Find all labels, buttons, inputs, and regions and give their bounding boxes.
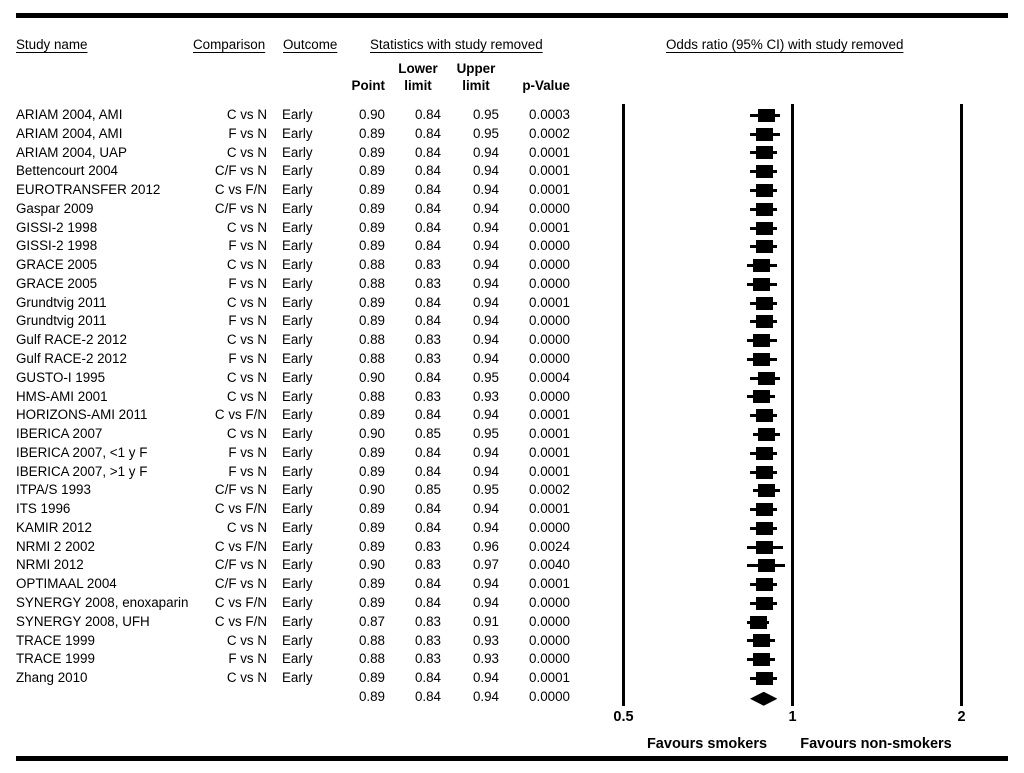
p-value-cell: 0.0000 bbox=[529, 632, 570, 648]
p-value-cell: 0.0000 bbox=[529, 651, 570, 667]
p-value-cell: 0.0001 bbox=[529, 294, 570, 310]
axis-tick-2: 2 bbox=[957, 709, 966, 725]
gridline-2 bbox=[960, 104, 963, 706]
point-cell: 0.90 bbox=[358, 107, 385, 122]
p-value-cell: 0.0001 bbox=[529, 426, 570, 442]
point-estimate-square bbox=[758, 428, 775, 441]
point-estimate-square bbox=[756, 578, 773, 591]
study-cell: IBERICA 2007, >1 y F bbox=[16, 463, 148, 479]
comparison-cell: C vs F/N bbox=[214, 538, 267, 554]
p-value-cell: 0.0000 bbox=[529, 238, 570, 254]
comparison-cell: C vs N bbox=[226, 519, 267, 535]
p-value-cell: 0.0004 bbox=[529, 369, 570, 385]
lower-cell: 0.83 bbox=[414, 613, 441, 629]
lower-cell: 0.84 bbox=[414, 163, 441, 179]
lower-cell: 0.85 bbox=[414, 426, 441, 442]
point-cell: 0.89 bbox=[358, 670, 385, 686]
point-estimate-square bbox=[756, 315, 773, 328]
comparison-cell: C vs N bbox=[226, 257, 267, 273]
outcome-cell: Early bbox=[282, 294, 313, 310]
outcome-cell: Early bbox=[282, 144, 313, 160]
point-estimate-square bbox=[756, 522, 773, 535]
upper-cell: 0.94 bbox=[472, 200, 499, 216]
study-cell: EUROTRANSFER 2012 bbox=[16, 182, 161, 198]
outcome-cell: Early bbox=[282, 182, 313, 198]
study-cell: NRMI 2012 bbox=[16, 557, 84, 573]
comparison-cell: C vs F/N bbox=[214, 182, 267, 198]
study-cell: Zhang 2010 bbox=[16, 670, 88, 686]
lower-cell: 0.83 bbox=[414, 332, 441, 348]
point-estimate-square bbox=[756, 222, 773, 235]
study-cell: GISSI-2 1998 bbox=[16, 219, 98, 235]
upper-cell: 0.94 bbox=[472, 294, 499, 310]
lower-cell: 0.84 bbox=[414, 125, 441, 141]
point-estimate-square bbox=[756, 503, 773, 516]
comparison-cell: C vs F/N bbox=[214, 595, 267, 611]
lower-cell: 0.84 bbox=[414, 200, 441, 216]
p-value-cell: 0.0000 bbox=[529, 200, 570, 216]
point-estimate-square bbox=[758, 559, 775, 572]
outcome-cell: Early bbox=[282, 444, 313, 460]
p-value-cell: 0.0001 bbox=[529, 144, 570, 160]
study-cell: KAMIR 2012 bbox=[16, 519, 92, 535]
upper-cell: 0.97 bbox=[472, 557, 499, 573]
axis-tick-1: 1 bbox=[788, 709, 797, 725]
outcome-cell: Early bbox=[282, 576, 313, 592]
favours-right-label: Favours non-smokers bbox=[800, 736, 952, 752]
p-value-cell: 0.0040 bbox=[529, 557, 570, 573]
point-estimate-square bbox=[756, 146, 773, 159]
p-value-cell: 0.0000 bbox=[529, 388, 570, 404]
lower-cell: 0.84 bbox=[414, 595, 441, 611]
lower-cell: 0.84 bbox=[414, 444, 441, 460]
point-cell: 0.87 bbox=[358, 613, 385, 629]
p-value-cell: 0.0001 bbox=[529, 163, 570, 179]
summary-diamond bbox=[750, 692, 777, 706]
study-cell: ITPA/S 1993 bbox=[16, 482, 91, 498]
outcome-cell: Early bbox=[282, 275, 313, 291]
point-estimate-square bbox=[756, 672, 773, 685]
outcome-cell: Early bbox=[282, 163, 313, 179]
p-value-cell: 0.0000 bbox=[529, 257, 570, 273]
outcome-cell: Early bbox=[282, 107, 313, 122]
lower-cell: 0.83 bbox=[414, 275, 441, 291]
p-value-cell: 0.0024 bbox=[529, 538, 570, 554]
point-cell: 0.89 bbox=[358, 200, 385, 216]
lower-cell: 0.84 bbox=[414, 576, 441, 592]
comparison-cell: C vs N bbox=[226, 632, 267, 648]
comparison-cell: F vs N bbox=[228, 444, 267, 460]
point-cell: 0.88 bbox=[358, 651, 385, 667]
favours-left-label: Favours smokers bbox=[646, 736, 768, 752]
study-cell: Gulf RACE-2 2012 bbox=[16, 332, 127, 348]
study-cell: HORIZONS-AMI 2011 bbox=[16, 407, 148, 423]
comparison-cell: F vs N bbox=[228, 313, 267, 329]
outcome-cell: Early bbox=[282, 651, 313, 667]
comparison-cell: C/F vs N bbox=[214, 557, 267, 573]
col-header-upper-line2: limit bbox=[462, 77, 490, 93]
summary-lower-cell: 0.84 bbox=[414, 688, 441, 704]
upper-cell: 0.94 bbox=[472, 182, 499, 198]
p-value-cell: 0.0002 bbox=[529, 482, 570, 498]
point-cell: 0.90 bbox=[358, 426, 385, 442]
comparison-cell: F vs N bbox=[228, 125, 267, 141]
comparison-cell: C vs N bbox=[226, 369, 267, 385]
point-estimate-square bbox=[756, 184, 773, 197]
upper-cell: 0.94 bbox=[472, 163, 499, 179]
study-cell: GISSI-2 1998 bbox=[16, 238, 98, 254]
point-cell: 0.88 bbox=[358, 332, 385, 348]
summary-p-value-cell: 0.0000 bbox=[529, 688, 570, 704]
comparison-cell: C vs N bbox=[226, 144, 267, 160]
point-cell: 0.88 bbox=[358, 275, 385, 291]
lower-cell: 0.84 bbox=[414, 463, 441, 479]
lower-cell: 0.83 bbox=[414, 388, 441, 404]
p-value-cell: 0.0000 bbox=[529, 351, 570, 366]
comparison-cell: C vs N bbox=[226, 388, 267, 404]
study-cell: GRACE 2005 bbox=[16, 275, 98, 291]
upper-cell: 0.94 bbox=[472, 275, 499, 291]
comparison-cell: C vs N bbox=[226, 294, 267, 310]
p-value-cell: 0.0000 bbox=[529, 313, 570, 329]
study-cell: NRMI 2 2002 bbox=[16, 538, 95, 554]
point-cell: 0.89 bbox=[358, 238, 385, 254]
p-value-cell: 0.0000 bbox=[529, 275, 570, 291]
col-header-upper-limit bbox=[451, 61, 501, 94]
point-estimate-square bbox=[756, 597, 773, 610]
point-estimate-square bbox=[753, 353, 770, 366]
p-value-cell: 0.0000 bbox=[529, 332, 570, 348]
outcome-cell: Early bbox=[282, 426, 313, 442]
outcome-cell: Early bbox=[282, 388, 313, 404]
comparison-cell: C vs N bbox=[226, 107, 267, 122]
outcome-cell: Early bbox=[282, 632, 313, 648]
study-cell: Grundtvig 2011 bbox=[16, 313, 107, 329]
outcome-cell: Early bbox=[282, 200, 313, 216]
outcome-cell: Early bbox=[282, 351, 313, 366]
outcome-cell: Early bbox=[282, 332, 313, 348]
lower-cell: 0.84 bbox=[414, 144, 441, 160]
top-rule bbox=[16, 13, 1008, 18]
lower-cell: 0.84 bbox=[414, 219, 441, 235]
upper-cell: 0.94 bbox=[472, 670, 499, 686]
point-cell: 0.90 bbox=[358, 557, 385, 573]
header-comparison: Comparison bbox=[193, 37, 266, 52]
comparison-cell: C vs F/N bbox=[214, 501, 267, 517]
comparison-cell: C vs F/N bbox=[214, 407, 267, 423]
p-value-cell: 0.0001 bbox=[529, 501, 570, 517]
col-header-lower-limit bbox=[393, 61, 443, 94]
upper-cell: 0.95 bbox=[472, 107, 499, 122]
p-value-cell: 0.0003 bbox=[529, 107, 570, 122]
point-cell: 0.89 bbox=[358, 576, 385, 592]
p-value-cell: 0.0002 bbox=[529, 125, 570, 141]
outcome-cell: Early bbox=[282, 257, 313, 273]
lower-cell: 0.83 bbox=[414, 351, 441, 366]
lower-cell: 0.85 bbox=[414, 482, 441, 498]
point-cell: 0.89 bbox=[358, 538, 385, 554]
upper-cell: 0.94 bbox=[472, 351, 499, 366]
p-value-cell: 0.0001 bbox=[529, 463, 570, 479]
header-statistics-group: Statistics with study removed bbox=[370, 37, 543, 52]
lower-cell: 0.83 bbox=[414, 632, 441, 648]
col-header-upper-line1: Upper bbox=[456, 61, 496, 76]
comparison-cell: C/F vs N bbox=[214, 163, 267, 179]
comparison-cell: C/F vs N bbox=[214, 482, 267, 498]
comparison-cell: C vs N bbox=[226, 670, 267, 686]
point-estimate-square bbox=[753, 390, 770, 403]
outcome-cell: Early bbox=[282, 613, 313, 629]
summary-upper-cell: 0.94 bbox=[472, 688, 499, 704]
study-cell: Gaspar 2009 bbox=[16, 200, 94, 216]
point-estimate-square bbox=[756, 447, 773, 460]
comparison-cell: C vs N bbox=[226, 426, 267, 442]
point-cell: 0.89 bbox=[358, 407, 385, 423]
point-estimate-square bbox=[756, 541, 773, 554]
point-estimate-square bbox=[758, 484, 775, 497]
point-estimate-square bbox=[758, 109, 775, 122]
comparison-cell: F vs N bbox=[228, 275, 267, 291]
study-cell: IBERICA 2007, <1 y F bbox=[16, 444, 148, 460]
point-cell: 0.88 bbox=[358, 632, 385, 648]
point-cell: 0.89 bbox=[358, 294, 385, 310]
p-value-cell: 0.0001 bbox=[529, 444, 570, 460]
gridline-0-5 bbox=[622, 104, 625, 706]
upper-cell: 0.94 bbox=[472, 444, 499, 460]
point-cell: 0.89 bbox=[358, 595, 385, 611]
outcome-cell: Early bbox=[282, 482, 313, 498]
point-cell: 0.89 bbox=[358, 444, 385, 460]
outcome-cell: Early bbox=[282, 463, 313, 479]
point-cell: 0.90 bbox=[358, 369, 385, 385]
p-value-cell: 0.0000 bbox=[529, 595, 570, 611]
upper-cell: 0.95 bbox=[472, 482, 499, 498]
p-value-cell: 0.0001 bbox=[529, 219, 570, 235]
comparison-cell: F vs N bbox=[228, 238, 267, 254]
comparison-cell: C vs N bbox=[226, 219, 267, 235]
summary-point-cell: 0.89 bbox=[358, 688, 385, 704]
outcome-cell: Early bbox=[282, 313, 313, 329]
upper-cell: 0.93 bbox=[472, 388, 499, 404]
point-cell: 0.90 bbox=[358, 482, 385, 498]
upper-cell: 0.94 bbox=[472, 595, 499, 611]
upper-cell: 0.95 bbox=[472, 369, 499, 385]
point-cell: 0.89 bbox=[358, 313, 385, 329]
header-odds-ratio-group: Odds ratio (95% CI) with study removed bbox=[666, 37, 904, 52]
point-estimate-square bbox=[756, 240, 773, 253]
lower-cell: 0.84 bbox=[414, 182, 441, 198]
lower-cell: 0.84 bbox=[414, 313, 441, 329]
p-value-cell: 0.0000 bbox=[529, 613, 570, 629]
upper-cell: 0.91 bbox=[472, 613, 499, 629]
comparison-cell: C/F vs N bbox=[214, 576, 267, 592]
point-estimate-square bbox=[753, 278, 770, 291]
outcome-cell: Early bbox=[282, 519, 313, 535]
point-cell: 0.89 bbox=[358, 125, 385, 141]
upper-cell: 0.94 bbox=[472, 257, 499, 273]
upper-cell: 0.94 bbox=[472, 238, 499, 254]
point-cell: 0.89 bbox=[358, 144, 385, 160]
lower-cell: 0.83 bbox=[414, 557, 441, 573]
comparison-cell: C/F vs N bbox=[214, 200, 267, 216]
header-study-name: Study name bbox=[16, 37, 88, 52]
col-header-p-value: p-Value bbox=[522, 78, 570, 93]
upper-cell: 0.93 bbox=[472, 651, 499, 667]
lower-cell: 0.83 bbox=[414, 257, 441, 273]
upper-cell: 0.95 bbox=[472, 125, 499, 141]
upper-cell: 0.94 bbox=[472, 219, 499, 235]
point-estimate-square bbox=[756, 203, 773, 216]
outcome-cell: Early bbox=[282, 125, 313, 141]
point-estimate-square bbox=[753, 259, 770, 272]
point-estimate-square bbox=[753, 634, 770, 647]
col-header-lower-line2: limit bbox=[404, 77, 432, 93]
outcome-cell: Early bbox=[282, 407, 313, 423]
outcome-cell: Early bbox=[282, 595, 313, 611]
study-cell: Grundtvig 2011 bbox=[16, 294, 107, 310]
comparison-cell: C vs F/N bbox=[214, 613, 267, 629]
point-estimate-square bbox=[756, 165, 773, 178]
study-cell: ARIAM 2004, UAP bbox=[16, 144, 127, 160]
point-cell: 0.89 bbox=[358, 501, 385, 517]
point-cell: 0.89 bbox=[358, 463, 385, 479]
lower-cell: 0.84 bbox=[414, 670, 441, 686]
study-cell: TRACE 1999 bbox=[16, 651, 95, 667]
upper-cell: 0.94 bbox=[472, 313, 499, 329]
lower-cell: 0.84 bbox=[414, 238, 441, 254]
study-cell: ITS 1996 bbox=[16, 501, 71, 517]
lower-cell: 0.83 bbox=[414, 538, 441, 554]
study-cell: SYNERGY 2008, enoxaparin bbox=[16, 595, 189, 611]
upper-cell: 0.93 bbox=[472, 632, 499, 648]
comparison-cell: C vs N bbox=[226, 332, 267, 348]
point-estimate-square bbox=[753, 653, 770, 666]
p-value-cell: 0.0001 bbox=[529, 670, 570, 686]
point-cell: 0.89 bbox=[358, 519, 385, 535]
lower-cell: 0.84 bbox=[414, 294, 441, 310]
p-value-cell: 0.0001 bbox=[529, 407, 570, 423]
study-cell: ARIAM 2004, AMI bbox=[16, 125, 123, 141]
study-cell: SYNERGY 2008, UFH bbox=[16, 613, 150, 629]
point-estimate-square bbox=[756, 128, 773, 141]
lower-cell: 0.84 bbox=[414, 501, 441, 517]
lower-cell: 0.84 bbox=[414, 519, 441, 535]
point-cell: 0.89 bbox=[358, 163, 385, 179]
point-cell: 0.88 bbox=[358, 351, 385, 366]
outcome-cell: Early bbox=[282, 670, 313, 686]
upper-cell: 0.94 bbox=[472, 576, 499, 592]
p-value-cell: 0.0000 bbox=[529, 519, 570, 535]
col-header-lower-line1: Lower bbox=[398, 61, 438, 76]
comparison-cell: F vs N bbox=[228, 651, 267, 667]
study-cell: OPTIMAAL 2004 bbox=[16, 576, 117, 592]
outcome-cell: Early bbox=[282, 219, 313, 235]
comparison-cell: F vs N bbox=[228, 351, 267, 366]
study-cell: GUSTO-I 1995 bbox=[16, 369, 106, 385]
point-estimate-square bbox=[750, 616, 767, 629]
point-estimate-square bbox=[756, 466, 773, 479]
p-value-cell: 0.0001 bbox=[529, 576, 570, 592]
col-header-point: Point bbox=[351, 78, 385, 93]
comparison-cell: F vs N bbox=[228, 463, 267, 479]
study-cell: HMS-AMI 2001 bbox=[16, 388, 108, 404]
upper-cell: 0.94 bbox=[472, 519, 499, 535]
study-cell: ARIAM 2004, AMI bbox=[16, 107, 123, 122]
bottom-rule bbox=[16, 756, 1008, 761]
study-cell: IBERICA 2007 bbox=[16, 426, 103, 442]
p-value-cell: 0.0001 bbox=[529, 182, 570, 198]
outcome-cell: Early bbox=[282, 238, 313, 254]
lower-cell: 0.83 bbox=[414, 651, 441, 667]
gridline-1 bbox=[791, 104, 794, 706]
point-estimate-square bbox=[758, 372, 775, 385]
outcome-cell: Early bbox=[282, 538, 313, 554]
outcome-cell: Early bbox=[282, 557, 313, 573]
upper-cell: 0.94 bbox=[472, 144, 499, 160]
axis-tick-0-5: 0.5 bbox=[613, 709, 634, 725]
point-estimate-square bbox=[753, 334, 770, 347]
study-cell: Gulf RACE-2 2012 bbox=[16, 351, 127, 366]
study-cell: TRACE 1999 bbox=[16, 632, 95, 648]
header-outcome: Outcome bbox=[283, 37, 338, 52]
outcome-cell: Early bbox=[282, 501, 313, 517]
point-cell: 0.88 bbox=[358, 257, 385, 273]
upper-cell: 0.96 bbox=[472, 538, 499, 554]
upper-cell: 0.94 bbox=[472, 463, 499, 479]
outcome-cell: Early bbox=[282, 369, 313, 385]
lower-cell: 0.84 bbox=[414, 107, 441, 122]
study-cell: Bettencourt 2004 bbox=[16, 163, 118, 179]
point-estimate-square bbox=[756, 297, 773, 310]
point-cell: 0.89 bbox=[358, 182, 385, 198]
lower-cell: 0.84 bbox=[414, 369, 441, 385]
lower-cell: 0.84 bbox=[414, 407, 441, 423]
upper-cell: 0.95 bbox=[472, 426, 499, 442]
upper-cell: 0.94 bbox=[472, 501, 499, 517]
point-cell: 0.88 bbox=[358, 388, 385, 404]
point-estimate-square bbox=[756, 409, 773, 422]
upper-cell: 0.94 bbox=[472, 407, 499, 423]
point-cell: 0.89 bbox=[358, 219, 385, 235]
study-cell: GRACE 2005 bbox=[16, 257, 98, 273]
upper-cell: 0.94 bbox=[472, 332, 499, 348]
